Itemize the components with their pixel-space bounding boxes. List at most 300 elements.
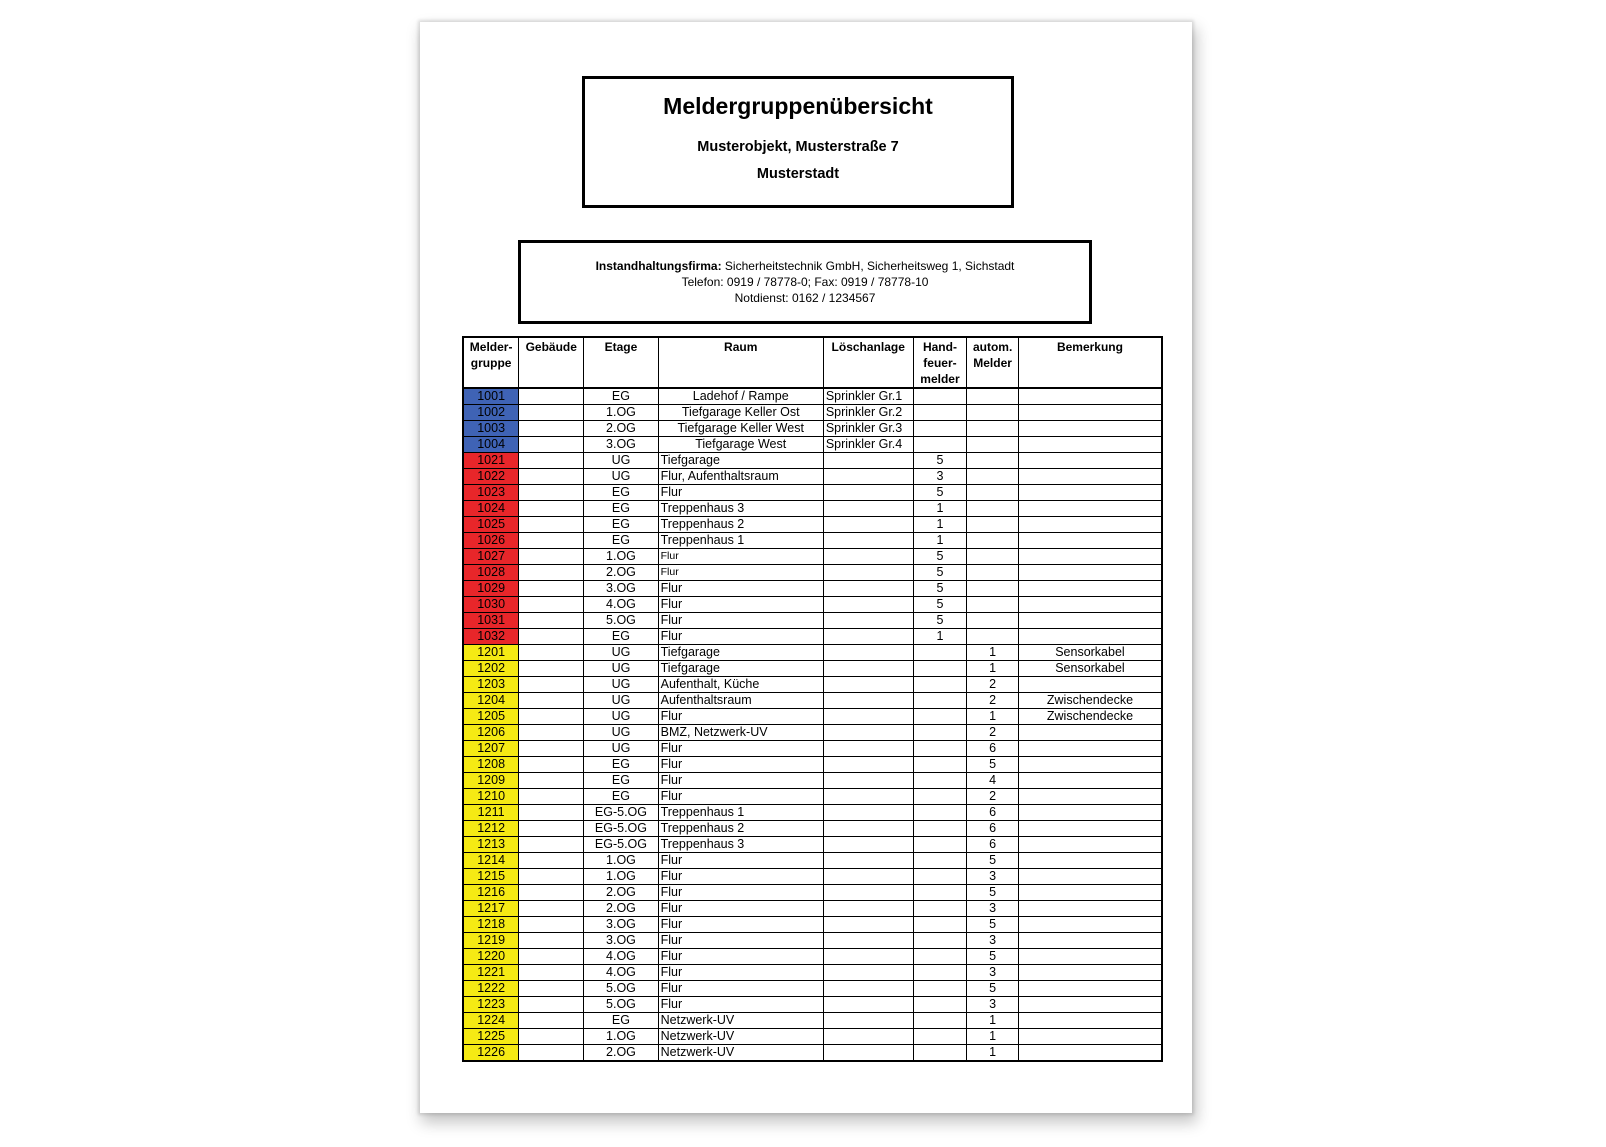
group-cell: 1029 — [463, 581, 519, 597]
group-cell: 1002 — [463, 405, 519, 421]
note-cell — [1018, 437, 1162, 453]
floor-cell: 1.OG — [584, 405, 658, 421]
floor-cell: 2.OG — [584, 565, 658, 581]
table-row — [463, 565, 1162, 581]
manual-call-point-cell — [913, 949, 967, 965]
manual-call-point-cell — [913, 885, 967, 901]
automatic-detector-cell — [967, 405, 1019, 421]
manual-call-point-cell — [913, 421, 967, 437]
sprinkler-cell: Sprinkler Gr.2 — [823, 405, 913, 421]
automatic-detector-cell: 3 — [967, 965, 1019, 981]
group-cell: 1021 — [463, 453, 519, 469]
room-cell: Tiefgarage — [658, 453, 823, 469]
building-cell — [519, 581, 584, 597]
building-cell — [519, 613, 584, 629]
automatic-detector-cell — [967, 388, 1019, 405]
manual-call-point-cell — [913, 917, 967, 933]
floor-cell: UG — [584, 693, 658, 709]
table-row — [463, 805, 1162, 821]
note-cell — [1018, 549, 1162, 565]
sprinkler-cell — [823, 613, 913, 629]
automatic-detector-cell: 6 — [967, 805, 1019, 821]
note-cell — [1018, 773, 1162, 789]
building-cell — [519, 885, 584, 901]
room-cell: Treppenhaus 3 — [658, 837, 823, 853]
manual-call-point-cell — [913, 981, 967, 997]
group-cell: 1205 — [463, 709, 519, 725]
group-cell: 1003 — [463, 421, 519, 437]
sprinkler-cell — [823, 517, 913, 533]
room-cell: Flur — [658, 789, 823, 805]
room-cell: Flur — [658, 549, 823, 565]
automatic-detector-cell: 2 — [967, 725, 1019, 741]
table-row — [463, 965, 1162, 981]
manual-call-point-cell: 5 — [913, 581, 967, 597]
group-cell: 1215 — [463, 869, 519, 885]
manual-call-point-cell — [913, 901, 967, 917]
floor-cell: EG — [584, 757, 658, 773]
automatic-detector-cell — [967, 549, 1019, 565]
building-cell — [519, 965, 584, 981]
table-row — [463, 437, 1162, 453]
floor-cell: UG — [584, 725, 658, 741]
group-cell: 1218 — [463, 917, 519, 933]
manual-call-point-cell: 3 — [913, 469, 967, 485]
table-row — [463, 901, 1162, 917]
table-row — [463, 388, 1162, 405]
room-cell: Flur — [658, 917, 823, 933]
table-row — [463, 597, 1162, 613]
group-cell: 1220 — [463, 949, 519, 965]
manual-call-point-cell: 1 — [913, 501, 967, 517]
manual-call-point-cell — [913, 933, 967, 949]
automatic-detector-cell: 6 — [967, 821, 1019, 837]
automatic-detector-cell: 4 — [967, 773, 1019, 789]
group-cell: 1030 — [463, 597, 519, 613]
note-cell — [1018, 869, 1162, 885]
building-cell — [519, 517, 584, 533]
floor-cell: 5.OG — [584, 997, 658, 1013]
table-row — [463, 629, 1162, 645]
floor-cell: 2.OG — [584, 1045, 658, 1062]
room-cell: Flur — [658, 709, 823, 725]
automatic-detector-cell — [967, 581, 1019, 597]
table-body — [463, 388, 1162, 1061]
floor-cell: EG — [584, 533, 658, 549]
note-cell — [1018, 533, 1162, 549]
automatic-detector-cell — [967, 597, 1019, 613]
manual-call-point-cell — [913, 997, 967, 1013]
room-cell: Netzwerk-UV — [658, 1045, 823, 1062]
manual-call-point-cell — [913, 1029, 967, 1045]
automatic-detector-cell: 5 — [967, 981, 1019, 997]
automatic-detector-cell: 1 — [967, 1045, 1019, 1062]
room-cell: Treppenhaus 2 — [658, 517, 823, 533]
floor-cell: UG — [584, 661, 658, 677]
sprinkler-cell — [823, 1013, 913, 1029]
floor-cell: 2.OG — [584, 885, 658, 901]
table-row — [463, 789, 1162, 805]
note-cell — [1018, 789, 1162, 805]
building-cell — [519, 453, 584, 469]
manual-call-point-cell — [913, 757, 967, 773]
group-cell: 1204 — [463, 693, 519, 709]
table-row — [463, 661, 1162, 677]
floor-cell: 1.OG — [584, 869, 658, 885]
automatic-detector-cell: 5 — [967, 917, 1019, 933]
group-cell: 1214 — [463, 853, 519, 869]
manual-call-point-cell: 1 — [913, 533, 967, 549]
maintenance-label: Instandhaltungsfirma: — [595, 259, 722, 273]
sprinkler-cell — [823, 1029, 913, 1045]
col-handfeuermelder-header: Hand- feuer- melder — [913, 337, 967, 388]
sprinkler-cell — [823, 853, 913, 869]
sprinkler-cell — [823, 693, 913, 709]
sprinkler-cell — [823, 565, 913, 581]
note-cell — [1018, 725, 1162, 741]
group-cell: 1022 — [463, 469, 519, 485]
manual-call-point-cell — [913, 869, 967, 885]
manual-call-point-cell: 5 — [913, 597, 967, 613]
building-cell — [519, 741, 584, 757]
room-cell: Tiefgarage — [658, 645, 823, 661]
automatic-detector-cell — [967, 453, 1019, 469]
building-cell — [519, 469, 584, 485]
note-cell — [1018, 949, 1162, 965]
building-cell — [519, 485, 584, 501]
group-cell: 1201 — [463, 645, 519, 661]
building-cell — [519, 645, 584, 661]
floor-cell: UG — [584, 469, 658, 485]
manual-call-point-cell — [913, 1013, 967, 1029]
group-cell: 1004 — [463, 437, 519, 453]
table-row — [463, 869, 1162, 885]
sprinkler-cell: Sprinkler Gr.1 — [823, 388, 913, 405]
room-cell: Flur — [658, 565, 823, 581]
group-cell: 1216 — [463, 885, 519, 901]
room-cell: Treppenhaus 3 — [658, 501, 823, 517]
automatic-detector-cell — [967, 533, 1019, 549]
table-row — [463, 1013, 1162, 1029]
col-loeschanlage-header: Löschanlage — [823, 337, 913, 388]
maintenance-company: Sicherheitstechnik GmbH, Sicherheitsweg 1, Sichstadt — [721, 259, 1015, 273]
note-cell: Zwischendecke — [1018, 709, 1162, 725]
room-cell: Flur — [658, 485, 823, 501]
note-cell — [1018, 757, 1162, 773]
manual-call-point-cell — [913, 837, 967, 853]
automatic-detector-cell: 3 — [967, 933, 1019, 949]
note-cell: Zwischendecke — [1018, 693, 1162, 709]
automatic-detector-cell — [967, 485, 1019, 501]
table-header-row — [463, 337, 1162, 388]
automatic-detector-cell: 6 — [967, 741, 1019, 757]
sprinkler-cell — [823, 837, 913, 853]
manual-call-point-cell — [913, 388, 967, 405]
room-cell: Flur — [658, 997, 823, 1013]
floor-cell: UG — [584, 645, 658, 661]
manual-call-point-cell — [913, 645, 967, 661]
sprinkler-cell — [823, 805, 913, 821]
building-cell — [519, 501, 584, 517]
manual-call-point-cell: 5 — [913, 485, 967, 501]
automatic-detector-cell: 2 — [967, 789, 1019, 805]
group-cell: 1225 — [463, 1029, 519, 1045]
document-title: Meldergruppenübersicht — [663, 93, 933, 119]
room-cell: Flur — [658, 581, 823, 597]
table-row — [463, 757, 1162, 773]
manual-call-point-cell — [913, 853, 967, 869]
automatic-detector-cell — [967, 565, 1019, 581]
note-cell — [1018, 453, 1162, 469]
automatic-detector-cell — [967, 629, 1019, 645]
col-autom-melder-header: autom. Melder — [967, 337, 1019, 388]
note-cell — [1018, 405, 1162, 421]
note-cell — [1018, 885, 1162, 901]
group-cell: 1224 — [463, 1013, 519, 1029]
building-cell — [519, 693, 584, 709]
room-cell: Treppenhaus 1 — [658, 533, 823, 549]
sprinkler-cell — [823, 709, 913, 725]
floor-cell: EG — [584, 517, 658, 533]
building-cell — [519, 869, 584, 885]
automatic-detector-cell: 2 — [967, 693, 1019, 709]
sprinkler-cell — [823, 933, 913, 949]
col-etage-header: Etage — [584, 337, 658, 388]
room-cell: Treppenhaus 2 — [658, 821, 823, 837]
manual-call-point-cell — [913, 805, 967, 821]
manual-call-point-cell: 5 — [913, 613, 967, 629]
room-cell: Treppenhaus 1 — [658, 805, 823, 821]
building-cell — [519, 388, 584, 405]
table-row — [463, 933, 1162, 949]
building-cell — [519, 1013, 584, 1029]
automatic-detector-cell — [967, 421, 1019, 437]
sprinkler-cell — [823, 597, 913, 613]
table-row — [463, 485, 1162, 501]
building-cell — [519, 709, 584, 725]
room-cell: Tiefgarage West — [658, 437, 823, 453]
note-cell — [1018, 565, 1162, 581]
sprinkler-cell — [823, 757, 913, 773]
group-cell: 1226 — [463, 1045, 519, 1062]
floor-cell: 3.OG — [584, 933, 658, 949]
group-cell: 1222 — [463, 981, 519, 997]
automatic-detector-cell: 6 — [967, 837, 1019, 853]
note-cell — [1018, 821, 1162, 837]
detector-group-table — [462, 336, 1163, 1062]
sprinkler-cell — [823, 645, 913, 661]
room-cell: Flur — [658, 885, 823, 901]
building-cell — [519, 933, 584, 949]
maintenance-phone: Telefon: 0919 / 78778-0; Fax: 0919 / 78778-10 — [681, 275, 929, 289]
table-row — [463, 645, 1162, 661]
room-cell: Netzwerk-UV — [658, 1029, 823, 1045]
floor-cell: 5.OG — [584, 613, 658, 629]
col-meldergruppe-header: Melder- gruppe — [463, 337, 519, 388]
manual-call-point-cell — [913, 821, 967, 837]
automatic-detector-cell: 5 — [967, 885, 1019, 901]
group-cell: 1023 — [463, 485, 519, 501]
floor-cell: UG — [584, 709, 658, 725]
floor-cell: 1.OG — [584, 1029, 658, 1045]
building-cell — [519, 997, 584, 1013]
building-cell — [519, 757, 584, 773]
sprinkler-cell — [823, 1045, 913, 1062]
note-cell — [1018, 901, 1162, 917]
room-cell: Flur — [658, 981, 823, 997]
group-cell: 1203 — [463, 677, 519, 693]
note-cell — [1018, 1013, 1162, 1029]
note-cell — [1018, 581, 1162, 597]
room-cell: Netzwerk-UV — [658, 1013, 823, 1029]
room-cell: BMZ, Netzwerk-UV — [658, 725, 823, 741]
note-cell — [1018, 421, 1162, 437]
group-cell: 1211 — [463, 805, 519, 821]
floor-cell: 3.OG — [584, 581, 658, 597]
table-row — [463, 581, 1162, 597]
group-cell: 1213 — [463, 837, 519, 853]
building-cell — [519, 661, 584, 677]
group-cell: 1212 — [463, 821, 519, 837]
automatic-detector-cell — [967, 469, 1019, 485]
group-cell: 1217 — [463, 901, 519, 917]
col-raum-header: Raum — [658, 337, 823, 388]
sprinkler-cell — [823, 469, 913, 485]
table-row — [463, 709, 1162, 725]
floor-cell: EG — [584, 773, 658, 789]
building-cell — [519, 405, 584, 421]
table-row — [463, 421, 1162, 437]
note-cell — [1018, 388, 1162, 405]
col-bemerkung-header: Bemerkung — [1018, 337, 1162, 388]
manual-call-point-cell — [913, 693, 967, 709]
room-cell: Flur — [658, 901, 823, 917]
floor-cell: UG — [584, 677, 658, 693]
building-cell — [519, 837, 584, 853]
building-cell — [519, 805, 584, 821]
floor-cell: EG-5.OG — [584, 821, 658, 837]
floor-cell: EG — [584, 388, 658, 405]
table-row — [463, 853, 1162, 869]
floor-cell: 1.OG — [584, 853, 658, 869]
sprinkler-cell — [823, 901, 913, 917]
automatic-detector-cell: 3 — [967, 997, 1019, 1013]
manual-call-point-cell: 1 — [913, 629, 967, 645]
note-cell — [1018, 613, 1162, 629]
table-row — [463, 533, 1162, 549]
room-cell: Ladehof / Rampe — [658, 388, 823, 405]
room-cell: Aufenthaltsraum — [658, 693, 823, 709]
automatic-detector-cell: 3 — [967, 869, 1019, 885]
floor-cell: EG — [584, 485, 658, 501]
room-cell: Flur — [658, 741, 823, 757]
building-cell — [519, 1029, 584, 1045]
maintenance-emergency: Notdienst: 0162 / 1234567 — [734, 291, 876, 305]
sprinkler-cell — [823, 949, 913, 965]
floor-cell: EG — [584, 789, 658, 805]
group-cell: 1202 — [463, 661, 519, 677]
automatic-detector-cell: 5 — [967, 757, 1019, 773]
building-cell — [519, 821, 584, 837]
sprinkler-cell — [823, 997, 913, 1013]
sprinkler-cell — [823, 581, 913, 597]
floor-cell: 3.OG — [584, 437, 658, 453]
manual-call-point-cell — [913, 709, 967, 725]
note-cell — [1018, 837, 1162, 853]
floor-cell: 5.OG — [584, 981, 658, 997]
table-row — [463, 453, 1162, 469]
table-row — [463, 997, 1162, 1013]
automatic-detector-cell: 1 — [967, 661, 1019, 677]
sprinkler-cell — [823, 677, 913, 693]
building-cell — [519, 725, 584, 741]
table-row — [463, 405, 1162, 421]
sprinkler-cell — [823, 965, 913, 981]
room-cell: Tiefgarage Keller Ost — [658, 405, 823, 421]
maintenance-info-box — [518, 240, 1092, 324]
title-box — [582, 76, 1014, 208]
building-cell — [519, 949, 584, 965]
room-cell: Tiefgarage Keller West — [658, 421, 823, 437]
group-cell: 1028 — [463, 565, 519, 581]
room-cell: Flur — [658, 773, 823, 789]
manual-call-point-cell — [913, 437, 967, 453]
note-cell: Sensorkabel — [1018, 645, 1162, 661]
automatic-detector-cell: 1 — [967, 1013, 1019, 1029]
floor-cell: EG-5.OG — [584, 837, 658, 853]
building-cell — [519, 853, 584, 869]
manual-call-point-cell — [913, 773, 967, 789]
table-row — [463, 773, 1162, 789]
table-row — [463, 1029, 1162, 1045]
room-cell: Flur — [658, 597, 823, 613]
room-cell: Flur, Aufenthaltsraum — [658, 469, 823, 485]
manual-call-point-cell: 1 — [913, 517, 967, 533]
automatic-detector-cell: 5 — [967, 853, 1019, 869]
sprinkler-cell — [823, 485, 913, 501]
floor-cell: 2.OG — [584, 421, 658, 437]
sprinkler-cell — [823, 869, 913, 885]
room-cell: Flur — [658, 933, 823, 949]
note-cell — [1018, 1045, 1162, 1062]
floor-cell: EG — [584, 629, 658, 645]
table-row — [463, 885, 1162, 901]
sprinkler-cell — [823, 533, 913, 549]
note-cell — [1018, 469, 1162, 485]
automatic-detector-cell: 1 — [967, 1029, 1019, 1045]
floor-cell: UG — [584, 741, 658, 757]
manual-call-point-cell — [913, 1045, 967, 1062]
floor-cell: 1.OG — [584, 549, 658, 565]
note-cell — [1018, 805, 1162, 821]
note-cell — [1018, 981, 1162, 997]
room-cell: Tiefgarage — [658, 661, 823, 677]
table-row — [463, 549, 1162, 565]
note-cell — [1018, 741, 1162, 757]
note-cell — [1018, 933, 1162, 949]
manual-call-point-cell — [913, 965, 967, 981]
note-cell — [1018, 677, 1162, 693]
sprinkler-cell: Sprinkler Gr.4 — [823, 437, 913, 453]
note-cell — [1018, 965, 1162, 981]
maintenance-company-line — [521, 258, 1089, 274]
floor-cell: 3.OG — [584, 917, 658, 933]
note-cell — [1018, 597, 1162, 613]
manual-call-point-cell — [913, 725, 967, 741]
table-row — [463, 837, 1162, 853]
building-cell — [519, 549, 584, 565]
group-cell: 1208 — [463, 757, 519, 773]
